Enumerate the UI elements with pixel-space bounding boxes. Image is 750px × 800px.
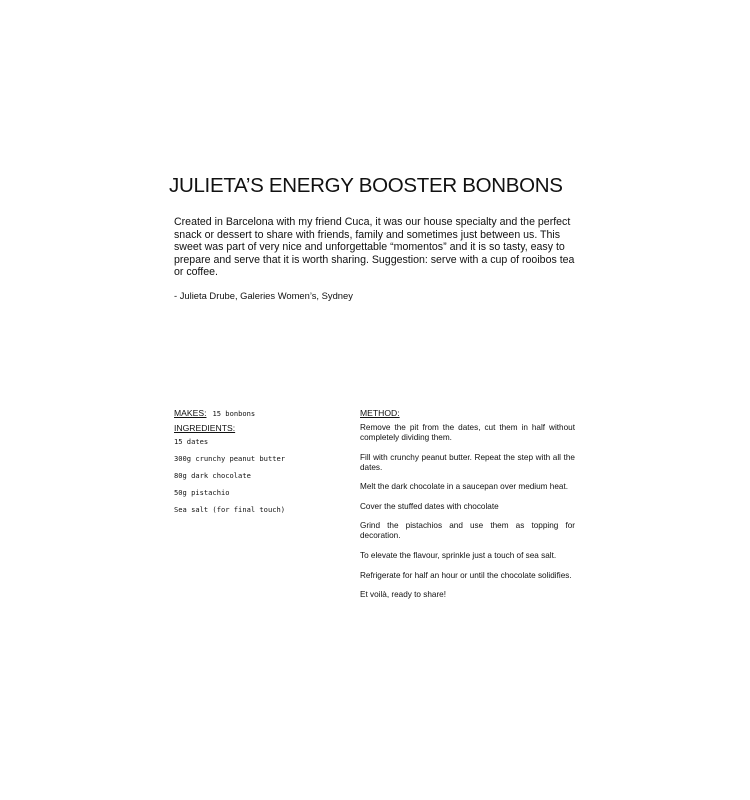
method-step: Cover the stuffed dates with chocolate [360, 501, 499, 511]
method-step: Melt the dark chocolate in a saucepan over medium heat. [360, 482, 568, 492]
ingredients-column [174, 408, 344, 522]
method-step: Remove the pit from the dates, cut them in half without completely dividing them. [360, 423, 575, 442]
ingredient-item: 15 dates [174, 437, 209, 446]
attribution: - Julieta Drube, Galeries Women’s, Sydney [174, 290, 353, 301]
method-step: Fill with crunchy peanut butter. Repeat the step with all the dates. [360, 452, 575, 472]
ingredient-item: 50g pistachio [174, 488, 230, 497]
page-title: JULIETA’S ENERGY BOOSTER BONBONS [169, 174, 563, 197]
makes-value: 15 bonbons [212, 409, 256, 418]
makes-label: MAKES: [174, 408, 207, 418]
method-list [360, 423, 575, 600]
ingredient-item: Sea salt (for final touch) [174, 505, 286, 514]
method-label: METHOD: [360, 408, 400, 418]
ingredients-label: INGREDIENTS: [174, 423, 236, 433]
method-step: Et voilà, ready to share! [360, 590, 447, 600]
method-step: Grind the pistachios and use them as topping for decoration. [360, 521, 575, 541]
ingredient-item: 80g dark chocolate [174, 471, 251, 480]
method-step: Refrigerate for half an hour or until the chocolate solidifies. [360, 570, 572, 580]
makes-row [174, 408, 344, 423]
ingredient-item: 300g crunchy peanut butter [174, 454, 286, 463]
method-step: To elevate the flavour, sprinkle just a touch of sea salt. [360, 550, 557, 560]
method-column [360, 408, 575, 610]
ingredient-list [174, 437, 344, 522]
intro-paragraph: Created in Barcelona with my friend Cuca, it was our house specialty and the perfect snack or dessert to share with friends, family and sometimes just between us. This sweet was part of very nice and unforgettable “momentos” and it is so tasty, easy to prepare and serve that it is worth sharing. Suggestion: serve with a cup of rooibos tea or coffee. [174, 216, 575, 279]
